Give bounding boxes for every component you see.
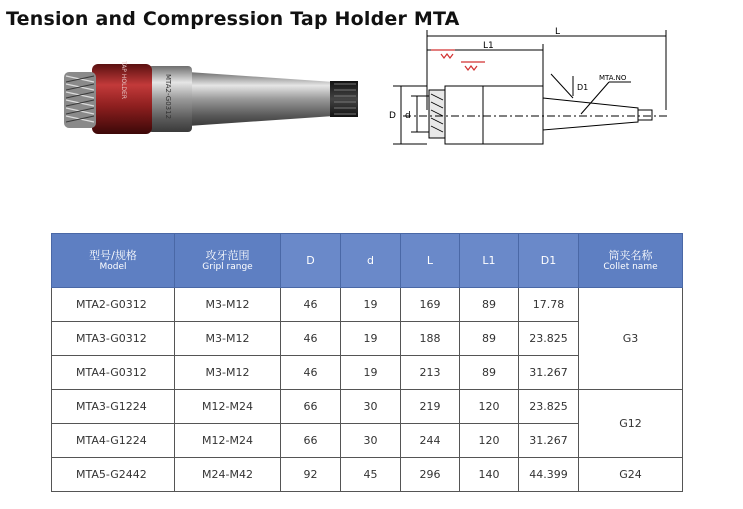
cell-L: 188	[401, 322, 460, 356]
cell-model: MTA2-G0312	[52, 288, 175, 322]
cell-D1: 44.399	[519, 458, 579, 492]
cell-D1: 17.78	[519, 288, 579, 322]
collar-text: TAP HOLDER	[120, 61, 127, 99]
cell-D: 46	[281, 288, 341, 322]
header-d: d	[341, 234, 401, 288]
dim-l-label: L	[555, 27, 561, 37]
cell-D1: 31.267	[519, 424, 579, 458]
header-D1: D1	[519, 234, 579, 288]
cell-model: MTA3-G1224	[52, 390, 175, 424]
cell-collet: G3	[579, 288, 683, 390]
cell-model: MTA5-G2442	[52, 458, 175, 492]
tap-holder-photo	[58, 48, 363, 148]
cell-L: 219	[401, 390, 460, 424]
table-header-row	[52, 234, 683, 288]
cell-L1: 120	[460, 424, 519, 458]
cell-L1: 140	[460, 458, 519, 492]
cell-range: M3-M12	[175, 322, 281, 356]
cell-d: 45	[341, 458, 401, 492]
cell-D: 66	[281, 424, 341, 458]
header-D: D	[281, 234, 341, 288]
dim-d-inner-label: d	[405, 111, 411, 121]
cell-D: 92	[281, 458, 341, 492]
cell-L1: 89	[460, 356, 519, 390]
cell-range: M12-M24	[175, 390, 281, 424]
dim-d1-label: D1	[577, 83, 589, 92]
header-L: L	[401, 234, 460, 288]
cell-d: 19	[341, 356, 401, 390]
table-row	[52, 390, 683, 424]
cell-L: 296	[401, 458, 460, 492]
cell-L: 169	[401, 288, 460, 322]
header-range: 攻牙范围 Gripl range	[175, 234, 281, 288]
dim-d-outer-label: D	[389, 111, 396, 121]
cell-range: M3-M12	[175, 356, 281, 390]
cell-L1: 120	[460, 390, 519, 424]
cell-D1: 23.825	[519, 390, 579, 424]
taper-label: MTA.NO	[599, 74, 627, 82]
dimension-drawing	[383, 24, 673, 154]
dim-l1-label: L1	[483, 41, 494, 51]
cell-range: M12-M24	[175, 424, 281, 458]
cell-D1: 23.825	[519, 322, 579, 356]
cell-range: M3-M12	[175, 288, 281, 322]
cell-D: 66	[281, 390, 341, 424]
spec-table	[51, 233, 683, 492]
header-L1: L1	[460, 234, 519, 288]
cell-collet: G24	[579, 458, 683, 492]
cell-L1: 89	[460, 322, 519, 356]
cell-L: 213	[401, 356, 460, 390]
table-row	[52, 288, 683, 322]
cell-L: 244	[401, 424, 460, 458]
cell-D1: 31.267	[519, 356, 579, 390]
collar-model: MTA2-G0312	[164, 74, 172, 120]
table-row	[52, 458, 683, 492]
cell-D: 46	[281, 356, 341, 390]
cell-D: 46	[281, 322, 341, 356]
cell-d: 19	[341, 288, 401, 322]
cell-model: MTA4-G1224	[52, 424, 175, 458]
cell-d: 30	[341, 390, 401, 424]
cell-d: 19	[341, 322, 401, 356]
cell-L1: 89	[460, 288, 519, 322]
cell-range: M24-M42	[175, 458, 281, 492]
header-collet: 筒夹名称 Collet name	[579, 234, 683, 288]
cell-collet: G12	[579, 390, 683, 458]
page-title: Tension and Compression Tap Holder MTA	[6, 8, 460, 30]
cell-model: MTA4-G0312	[52, 356, 175, 390]
cell-model: MTA3-G0312	[52, 322, 175, 356]
cell-d: 30	[341, 424, 401, 458]
header-model: 型号/规格 Model	[52, 234, 175, 288]
